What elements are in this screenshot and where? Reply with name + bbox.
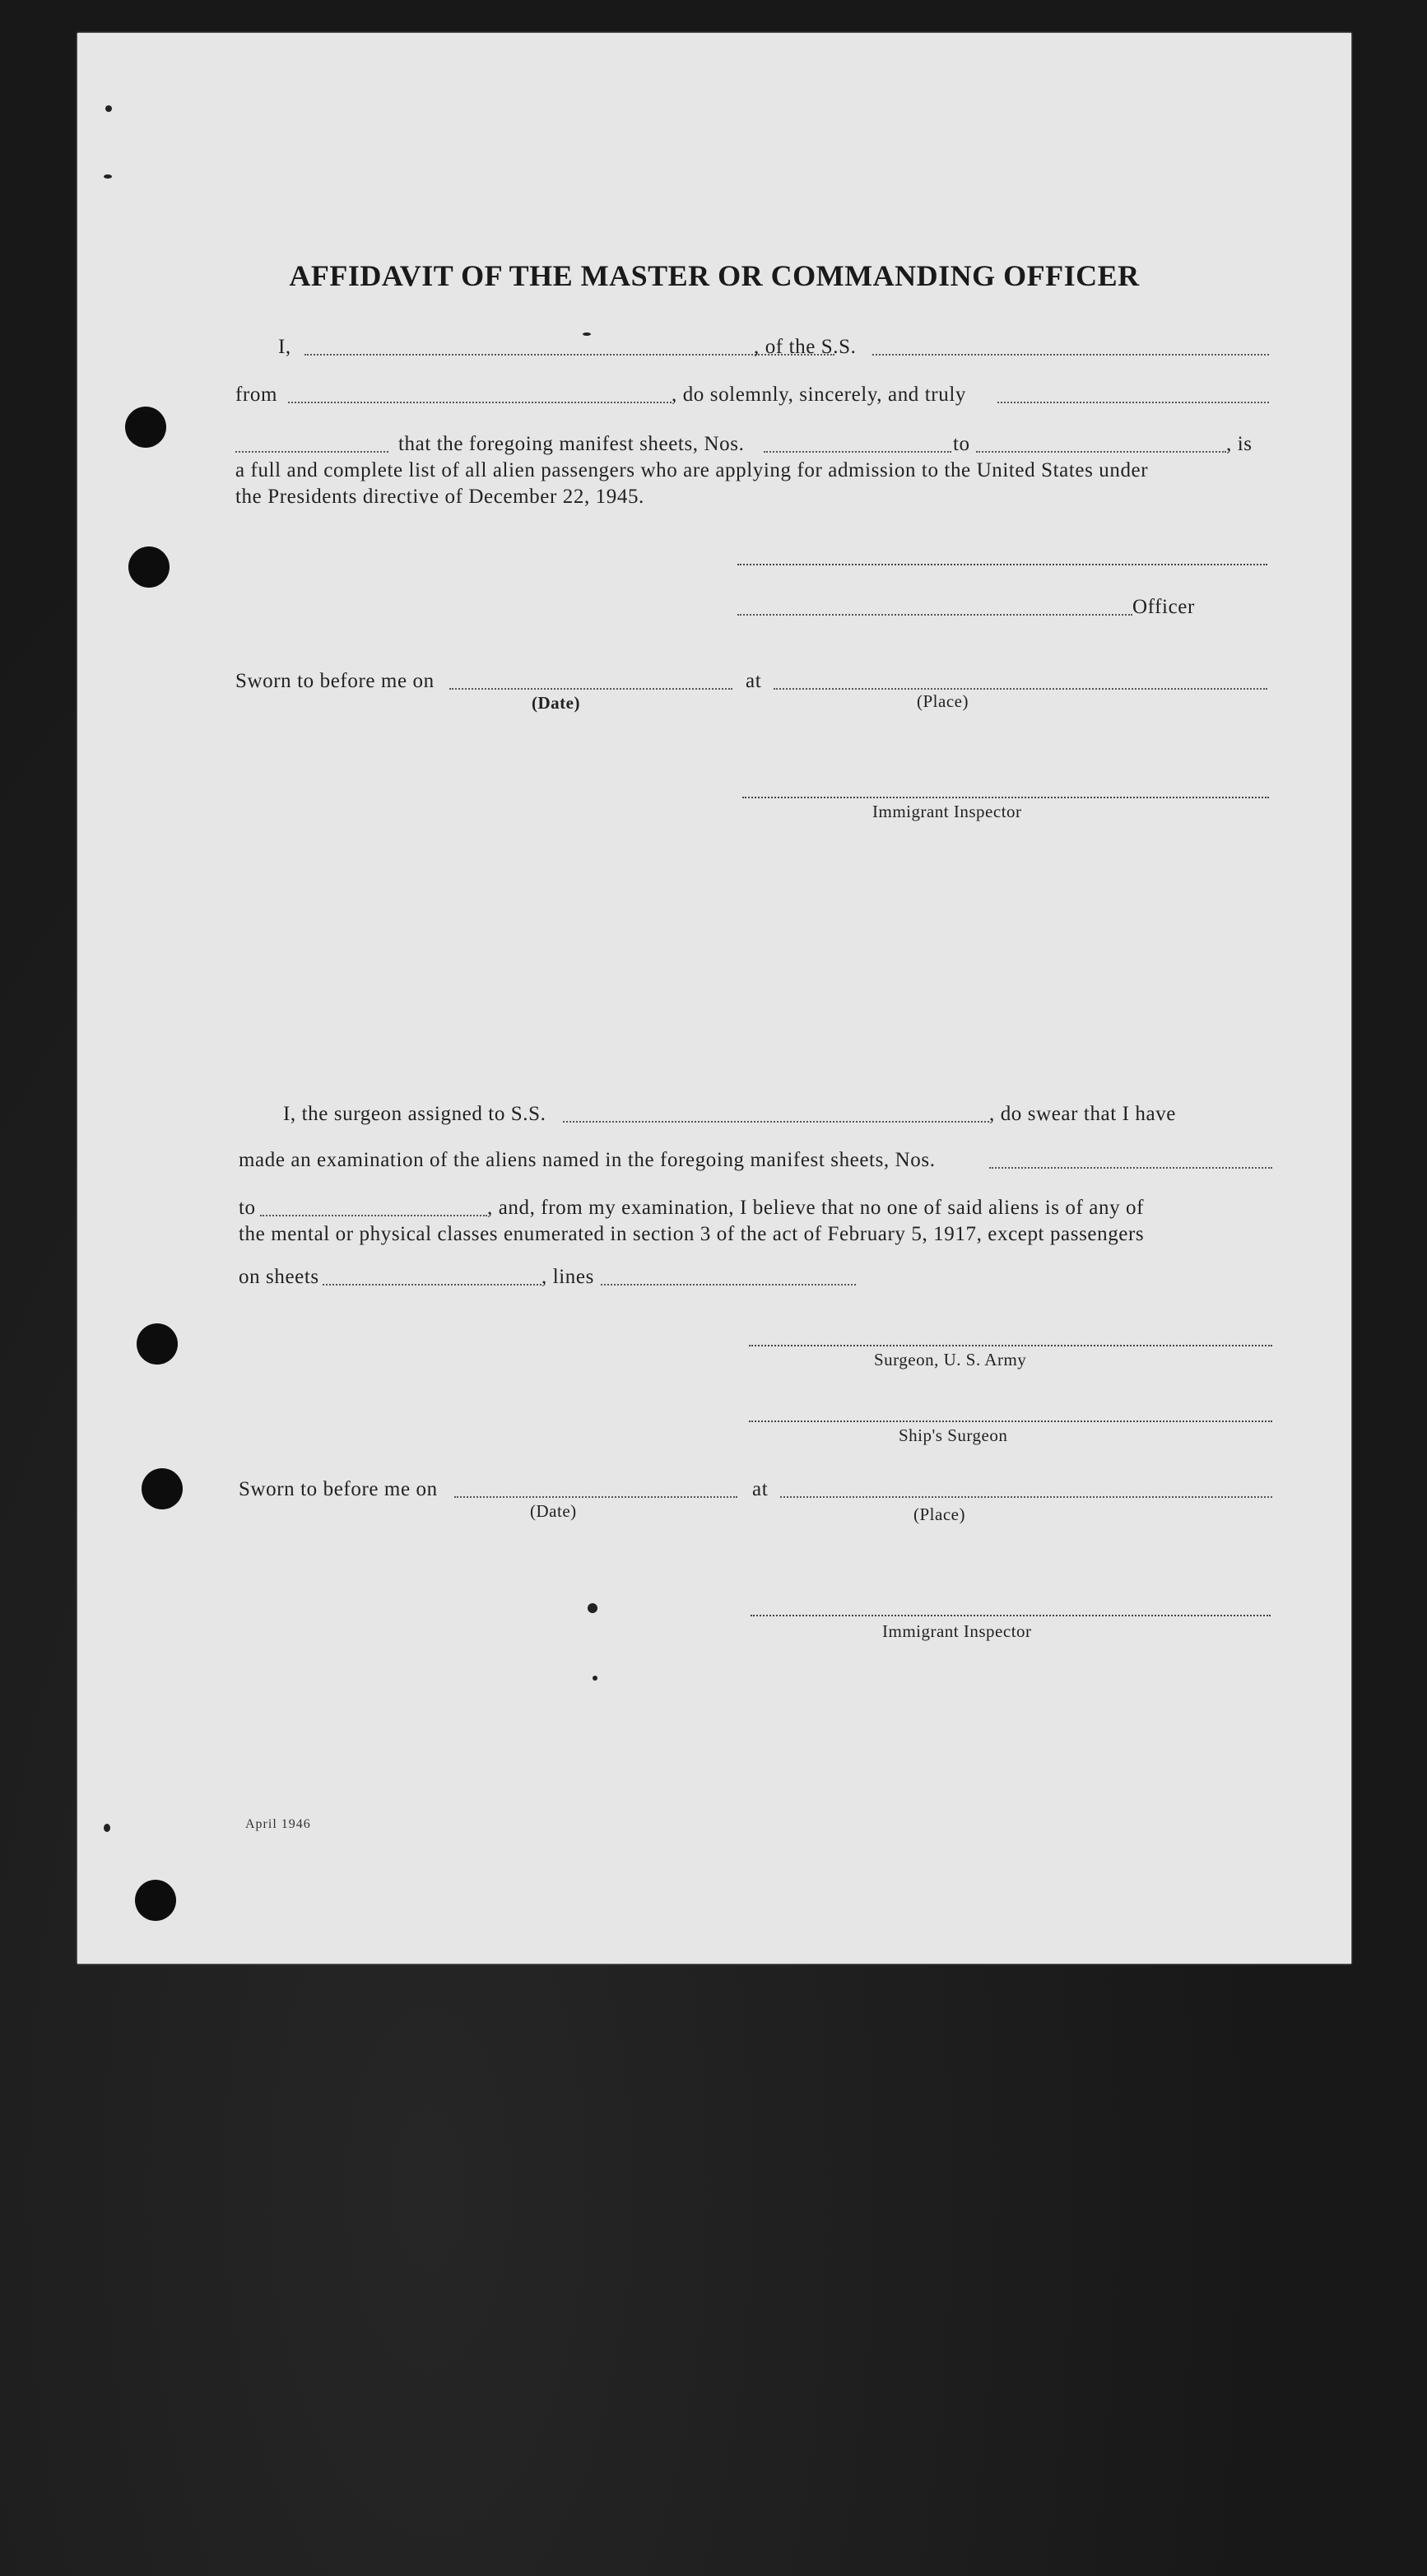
surgeon-date-blank [454,1496,737,1498]
punch-hole [125,407,166,448]
master-date-caption: (Date) [532,693,580,713]
scan-speck [105,105,112,112]
is-label: , is [1226,433,1253,455]
master-inspector-line [742,797,1269,798]
surgeon-sheets-from-blank [989,1167,1272,1169]
surgeon-ship-blank [563,1121,989,1123]
solemnly-label: , do solemnly, sincerely, and truly [672,384,966,406]
surgeon-sheets-to-blank [260,1215,487,1216]
page-title: AFFIDAVIT OF THE MASTER OR COMMANDING OFFICER [289,259,1140,292]
punch-hole [135,1880,176,1921]
sheets-from-blank [764,451,951,453]
manifest-label: that the foregoing manifest sheets, Nos. [398,433,745,455]
surgeon-line-4: the mental or physical classes enumerated in section 3 of the act of February 5, 1917, except passengers [239,1223,1145,1245]
scan-speck [593,1676,597,1681]
form-date-footer: April 1946 [245,1817,311,1831]
army-surgeon-line [749,1345,1272,1346]
punch-hole [128,546,170,588]
surgeon-to-label: to [239,1197,256,1219]
except-lines-blank [601,1284,856,1286]
officer-name-blank [737,614,1132,616]
from-label: from [235,384,277,406]
scan-speck [104,1824,110,1832]
surgeon-sworn-label: Sworn to before me on [239,1478,438,1500]
sheets-to-blank [976,451,1226,453]
surgeon-line-3-end: , and, from my examination, I believe that no one of said aliens is of any of [487,1197,1145,1219]
surgeon-line-1-start: I, the surgeon assigned to S.S. [283,1103,546,1125]
to-label: to [953,433,970,455]
master-inspector-caption: Immigrant Inspector [872,802,1022,821]
ship-surgeon-caption: Ship's Surgeon [899,1425,1008,1445]
master-date-blank [449,688,732,690]
army-surgeon-caption: Surgeon, U. S. Army [874,1350,1027,1369]
master-place-blank [774,688,1267,690]
on-sheets-label: on sheets [239,1266,319,1288]
master-sworn-label: Sworn to before me on [235,670,435,692]
surgeon-place-caption: (Place) [913,1504,965,1524]
master-place-caption: (Place) [917,691,969,711]
surgeon-inspector-caption: Immigrant Inspector [882,1621,1032,1641]
ship-surgeon-line [749,1421,1272,1422]
from-blank [288,402,672,403]
scan-speck [104,174,112,179]
of-ss-label: , of the S.S. [754,336,857,358]
surgeon-inspector-line [751,1615,1271,1616]
surgeon-line-2: made an examination of the aliens named in the foregoing manifest sheets, Nos. [239,1149,936,1171]
ship-name-blank [872,354,1269,356]
lines-label: , lines [542,1266,594,1288]
master-at-label: at [746,670,762,692]
except-sheets-blank [323,1284,542,1286]
master-i-label: I, [278,336,291,358]
surgeon-at-label: at [752,1478,769,1500]
affidavit-page [77,33,1351,1964]
scan-speck [583,332,591,336]
officer-label: Officer [1132,596,1195,618]
surgeon-place-blank [780,1496,1272,1498]
scan-speck [588,1603,597,1613]
punch-hole [137,1323,178,1365]
master-signature-line [737,564,1267,565]
state-blank [235,451,388,453]
surgeon-date-caption: (Date) [530,1501,577,1521]
truly-blank [997,402,1269,403]
punch-hole [142,1468,183,1509]
master-body-line-1: a full and complete list of all alien passengers who are applying for admission to the United States under [235,459,1149,481]
surgeon-line-1-end: , do swear that I have [989,1103,1177,1125]
master-body-line-2: the Presidents directive of December 22, 1945. [235,486,644,508]
